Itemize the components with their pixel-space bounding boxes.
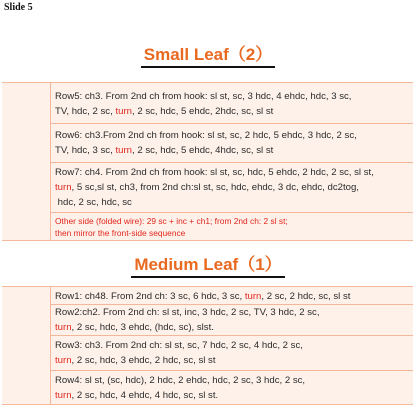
row-text-segment: , 2 sc, hdc, 5 ehdc, 2hdc, sc, sl st [131, 106, 274, 117]
row-text-segment: , 2 sc, 2 hdc, sc, sl st [261, 291, 351, 302]
row-text [55, 180, 411, 195]
small-leaf-other-side-note [55, 215, 411, 239]
small-leaf-panel-rule [50, 212, 413, 213]
row-text-segment: , 2 sc, hdc, 3 ehdc, (hdc, sc), slst. [71, 322, 214, 333]
row-text: Row2:ch2. From 2nd ch: sl st, inc, 3 hdc, 2 sc, TV, 3 hdc, 2 sc, [55, 307, 320, 318]
row-text: Row4: sl st, (sc, hdc), 2 hdc, 2 ehdc, hdc, 2 sc, 3 hdc, 2 sc, [55, 375, 306, 386]
turn-keyword: turn [55, 390, 72, 401]
row-text: Row5: ch3. From 2nd ch from hook: sl st, sc, 3 hdc, 4 ehdc, hdc, 3 sc, [55, 91, 352, 102]
small-leaf-panel-rule [2, 82, 413, 83]
row-text-segment: Row1: ch48. From 2nd ch: 3 sc, 6 hdc, 3 sc, [55, 291, 245, 302]
medium-leaf-panel-rule [50, 370, 413, 371]
medium-leaf-row3 [55, 338, 411, 368]
turn-keyword: turn [244, 291, 262, 302]
small-leaf-row6 [55, 128, 411, 158]
small-leaf-panel-rule [50, 123, 413, 124]
slide-label: Slide 5 [4, 2, 33, 13]
medium-leaf-title-underline [131, 276, 285, 278]
small-leaf-title: Small Leaf（2） [143, 45, 273, 64]
turn-keyword: turn [55, 322, 72, 333]
row-text [55, 320, 411, 335]
small-leaf-panel-rule [2, 240, 413, 241]
medium-leaf-row2 [55, 305, 411, 335]
medium-leaf-title: Medium Leaf（1） [134, 255, 282, 274]
turn-keyword: turn [55, 182, 72, 193]
row-text: Row3: ch3. From 2nd ch: sl st, sc, 7 hdc, 2 sc, 4 hdc, 2 sc, [55, 340, 303, 351]
row-text-segment: , 5 sc,sl st, ch3, from 2nd ch:sl st, sc, hdc, ehdc, 3 dc, ehdc, dc2tog, [71, 182, 359, 193]
small-leaf-panel-rule [50, 162, 413, 163]
row-text-segment: TV, hdc, 3 sc, [55, 145, 116, 156]
medium-leaf-row4 [55, 373, 411, 403]
row-text: hdc, 2 sc, hdc, sc [55, 197, 132, 208]
row-text-segment: , 2 sc, hdc, 4 ehdc, 4 hdc, sc, sl st. [71, 390, 219, 401]
small-leaf-title-underline [141, 66, 275, 68]
note-text: then mirror the front-side sequence [55, 228, 186, 238]
turn-keyword: turn [115, 106, 132, 117]
medium-leaf-panel-rule [2, 286, 413, 287]
small-leaf-panel-divider [50, 82, 51, 240]
row-text-segment: , 2 sc, hdc, 5 ehdc, 4hdc, sc, sl st [131, 145, 274, 156]
row-text [55, 104, 411, 119]
note-text: Other side (folded wire): 29 sc + inc + ch1; from 2nd ch: 2 sl st; [55, 216, 288, 226]
turn-keyword: turn [55, 355, 72, 366]
row-text [55, 143, 411, 158]
medium-leaf-panel-rule [2, 404, 413, 405]
row-text: Row7: ch4. From 2nd ch from hook: sl st, sc, hdc, 5 ehdc, 2 hdc, 2 sc, sl st, [55, 167, 374, 178]
turn-keyword: turn [115, 145, 132, 156]
row-text [55, 289, 411, 304]
row-text [55, 353, 411, 368]
small-leaf-row5 [55, 89, 411, 119]
medium-leaf-row1 [55, 289, 411, 304]
row-text-segment: , 2 sc, hdc, 3 ehdc, 2 hdc, sc, sl st [71, 355, 216, 366]
medium-leaf-panel-rule [50, 335, 413, 336]
small-leaf-row7 [55, 165, 411, 210]
row-text-segment: TV, hdc, 2 sc, [55, 106, 116, 117]
row-text [55, 388, 411, 403]
row-text: Row6: ch3.From 2nd ch from hook: sl st, sc, 2 hdc, 5 ehdc, 3 hdc, 2 sc, [55, 130, 357, 141]
